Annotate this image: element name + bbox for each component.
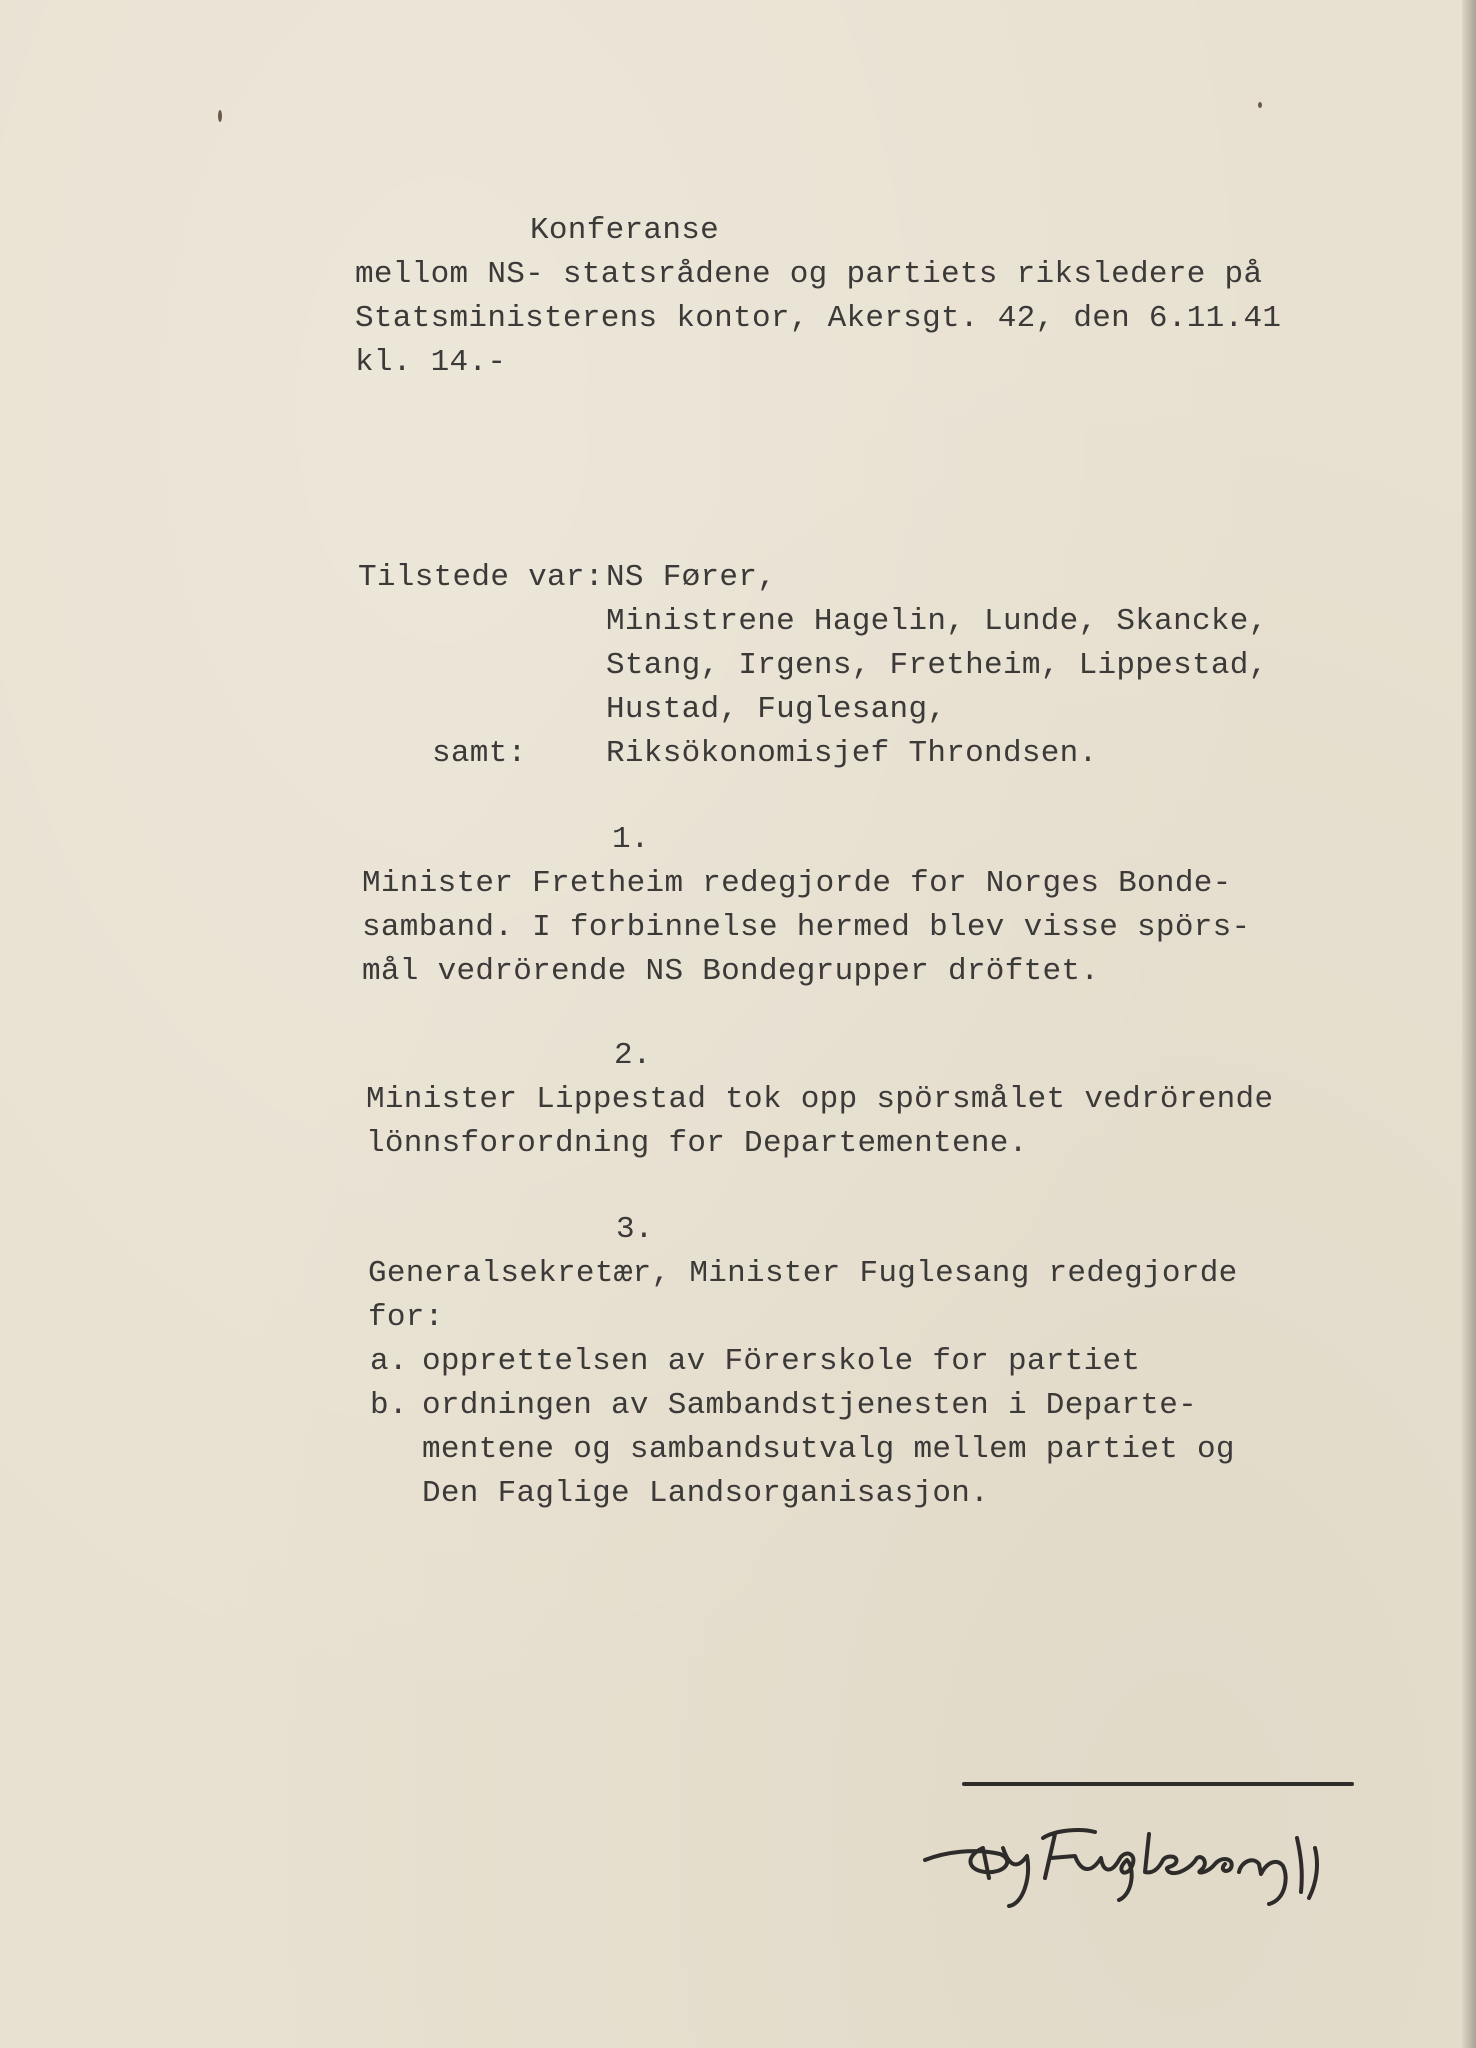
section-line: Generalsekretær, Minister Fuglesang redegjorde — [368, 1256, 1238, 1291]
section-number: 1. — [612, 822, 650, 857]
list-item-line: mentene og sambandsutvalg mellem partiet og — [422, 1432, 1235, 1467]
header-line-2: mellom NS- statsrådene og partiets riksledere på — [355, 257, 1263, 292]
section-line: lönnsforordning for Departementene. — [366, 1126, 1028, 1161]
attendee-line: Ministrene Hagelin, Lunde, Skancke, — [606, 604, 1268, 639]
header-line-4: kl. 14.- — [355, 345, 507, 380]
also-present-label: samt: — [432, 736, 527, 771]
signature-line — [962, 1782, 1354, 1786]
attendee-line: Stang, Irgens, Fretheim, Lippestad, — [606, 648, 1268, 683]
list-item-line: Den Faglige Landsorganisasjon. — [422, 1476, 990, 1511]
also-present-value: Riksökonomisjef Throndsen. — [606, 736, 1098, 771]
page-edge — [1462, 0, 1476, 2048]
list-item-line: opprettelsen av Förerskole for partiet — [422, 1344, 1141, 1379]
ink-speck — [1258, 102, 1262, 108]
section-line: mål vedrörende NS Bondegrupper dröftet. — [362, 954, 1100, 989]
section-number: 2. — [614, 1038, 652, 1073]
section-line: for: — [368, 1300, 444, 1335]
list-item-line: ordningen av Sambandstjenesten i Departe- — [422, 1388, 1198, 1423]
section-number: 3. — [616, 1212, 654, 1247]
section-line: Minister Fretheim redegjorde for Norges Bonde- — [362, 866, 1232, 901]
section-line: samband. I forbinnelse hermed blev visse spörs- — [362, 910, 1251, 945]
header-title: Konferanse — [530, 213, 720, 248]
list-marker: b. — [370, 1388, 408, 1423]
list-marker: a. — [370, 1344, 408, 1379]
header-line-3: Statsministerens kontor, Akersgt. 42, den 6.11.41 — [355, 301, 1282, 336]
attendees-label: Tilstede var: — [358, 560, 604, 595]
ink-speck — [218, 110, 222, 122]
signature — [905, 1808, 1375, 1918]
attendee-line: NS Fører, — [606, 560, 777, 595]
section-line: Minister Lippestad tok opp spörsmålet vedrörende — [366, 1082, 1274, 1117]
attendee-line: Hustad, Fuglesang, — [606, 692, 947, 727]
